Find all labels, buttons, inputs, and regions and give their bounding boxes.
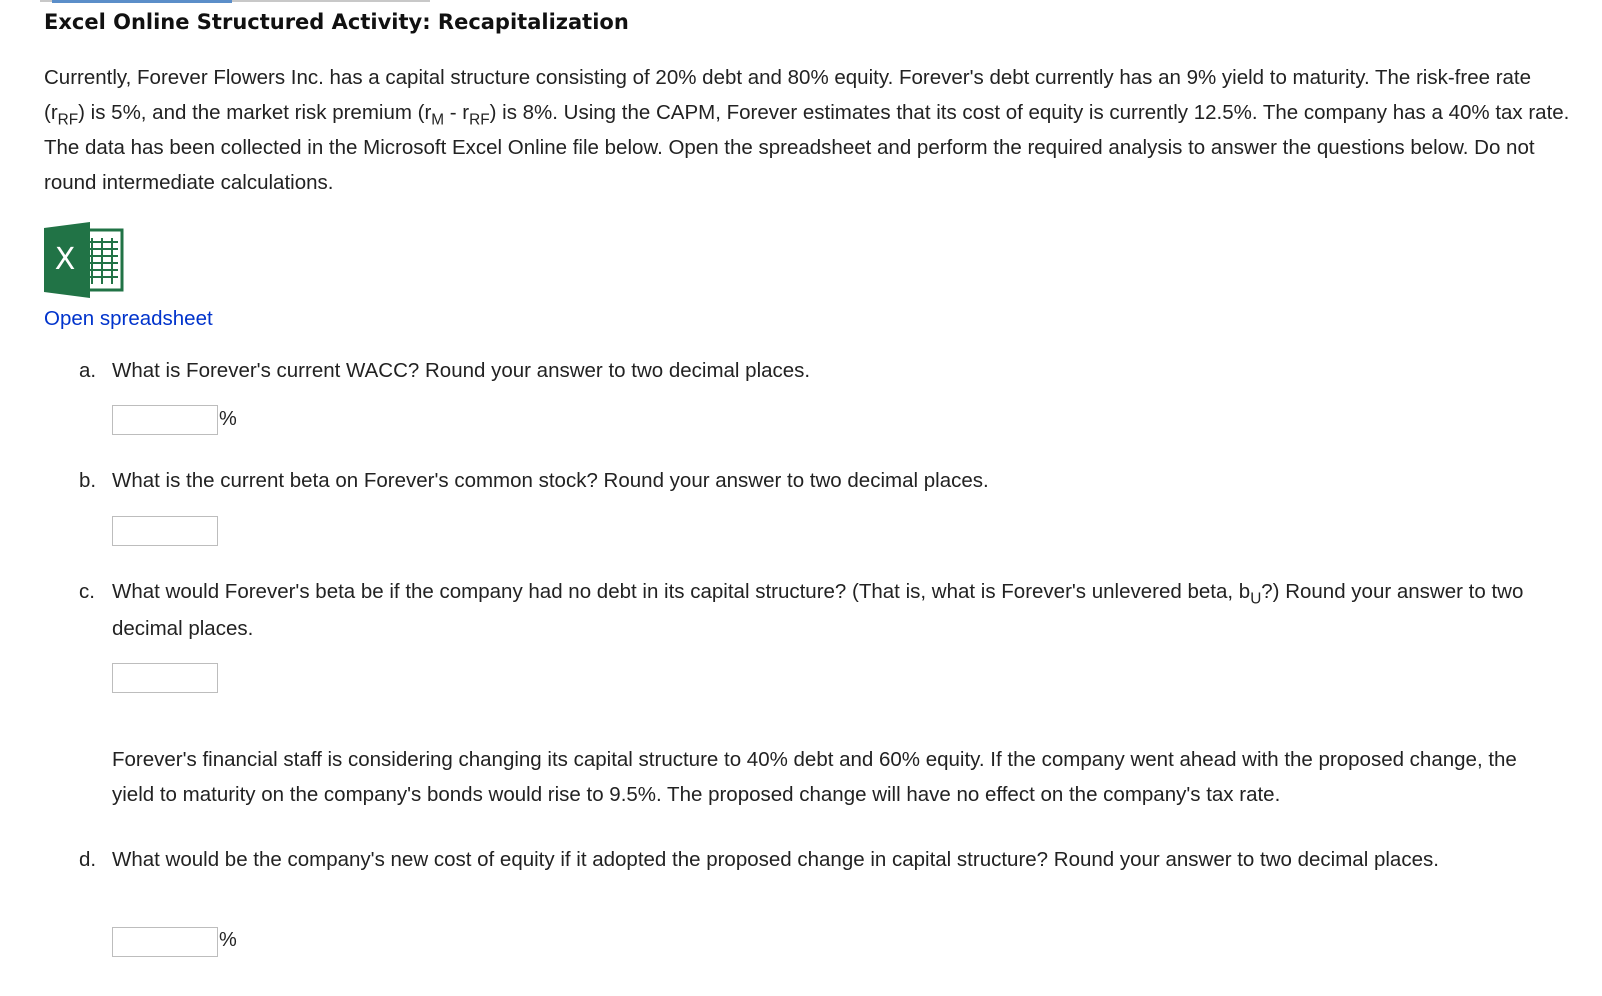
question-letter: b. — [79, 469, 97, 492]
intro-paragraph: Currently, Forever Flowers Inc. has a capital structure consisting of 20% debt and 80% equity. Forever's debt currently has an 9% yield to maturity. The risk-free rate $(r_{RF})$ is 5%, and the market risk premium $(r_M - r_{RF})$ is 8%. Using the CAPM, Forever estimates that its cost of equity is currently 12.5%. The company has a 40% tax rate. The data has been collected in the Microsoft Excel Online file below. Open the spreadsheet and perform the required analysis to answer the questions below. Do not round intermediate calculations. — [44, 66, 1570, 194]
question-letter: d. — [79, 848, 97, 871]
unlevered-beta-answer-input[interactable] — [112, 663, 218, 693]
question-text: What is the current beta on Forever's common stock? Round your answer to two decimal places. — [112, 469, 989, 492]
question-text: What would Forever's beta be if the company had no debt in its capital structure? (That is, what is Forever's unlevered beta, $b_U$?) Round your answer to two decimal places. — [112, 580, 1524, 640]
question-letter: c. — [79, 580, 95, 603]
percent-unit: % — [219, 929, 237, 951]
scenario-paragraph: Forever's financial staff is considering changing its capital structure to 40% debt and 60% equity. If the company went ahead with the proposed change, the yield to maturity on the company's bonds would rise to 9.5%. The proposed change will have no effect on the company's tax rate. — [112, 748, 1517, 806]
levered-beta-answer-input[interactable] — [112, 516, 218, 546]
question-text: What would be the company's new cost of equity if it adopted the proposed change in capital structure? Round your answer to two decimal places. — [112, 848, 1439, 871]
question-text: What is Forever's current WACC? Round your answer to two decimal places. — [112, 359, 811, 382]
new-cost-of-equity-answer-input[interactable] — [112, 927, 218, 957]
question-a — [79, 352, 1559, 389]
excel-icon[interactable] — [44, 222, 126, 298]
svg-text:X: X — [54, 242, 76, 277]
percent-unit: % — [219, 408, 237, 430]
wacc-answer-input[interactable] — [112, 405, 218, 435]
question-c — [79, 573, 1559, 647]
question-d — [79, 841, 1559, 878]
question-letter: a. — [79, 359, 97, 382]
open-spreadsheet-link[interactable]: Open spreadsheet — [44, 307, 213, 330]
top-tab-accent — [52, 0, 232, 3]
page-title: Excel Online Structured Activity: Recapitalization — [44, 10, 629, 34]
question-b — [79, 462, 1559, 499]
